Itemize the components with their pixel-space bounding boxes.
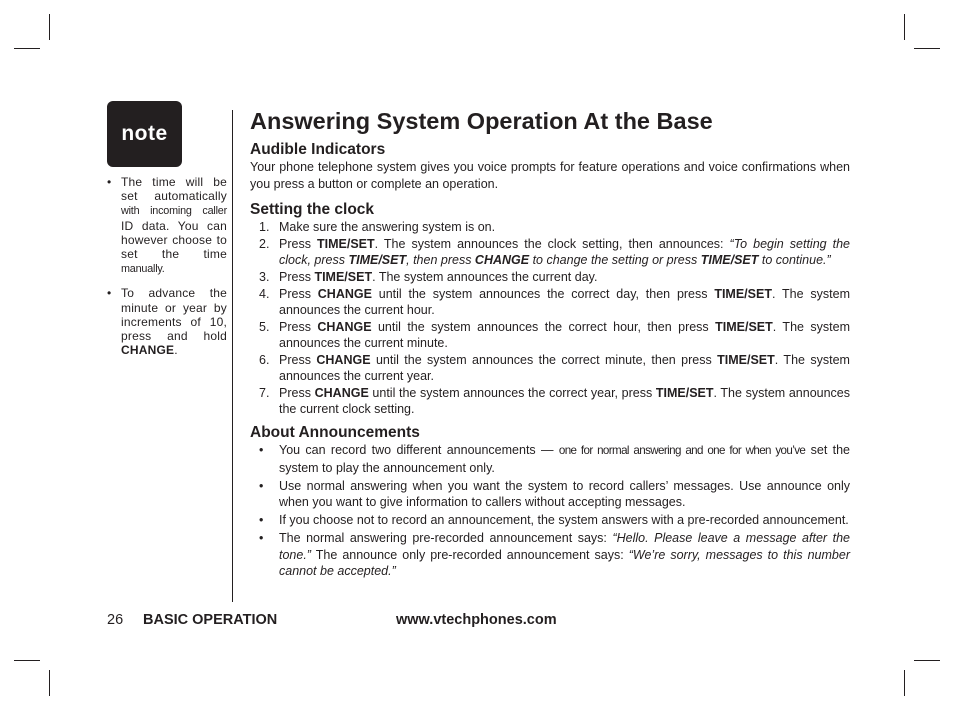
- crop-mark: [914, 660, 940, 661]
- text-run: until the system announces the correct minute, then press: [370, 353, 718, 367]
- text-run: TIME/SET: [655, 386, 714, 400]
- text-run: , then press: [406, 253, 475, 267]
- bullet-icon: •: [259, 513, 264, 527]
- text-run: The normal answering pre-recorded announcement says:: [279, 531, 613, 545]
- text-run: “Hello. Please leave a message after the tone.”: [279, 531, 850, 562]
- text-run: The announce only pre-recorded announcement says:: [310, 547, 629, 562]
- text-run: . The system announces the current clock setting.: [279, 386, 850, 416]
- text-run: until the system announces the correct year, press: [368, 386, 656, 400]
- page-number: 26: [107, 612, 124, 628]
- crop-mark: [14, 48, 40, 49]
- clock-step: [250, 236, 850, 268]
- step-number: 5.: [259, 320, 270, 334]
- text-run: If you choose not to record an announcement, the system answers with a pre-recorded announcement.: [279, 513, 849, 527]
- text-run: Press: [279, 270, 315, 284]
- step-number: 2.: [259, 237, 270, 251]
- text-run: CHANGE: [314, 386, 369, 400]
- text-run: CHANGE: [474, 253, 530, 267]
- bullet-icon: •: [107, 175, 112, 189]
- text-run: To advance the minute or year by increments of 10, press and hold: [121, 286, 227, 344]
- text-run: TIME/SET: [316, 237, 375, 251]
- text-run: CHANGE: [317, 287, 372, 301]
- clock-step: [250, 286, 850, 318]
- text-run: . The system announces the current hour.: [279, 287, 850, 317]
- text-run: to continue.”: [758, 253, 831, 267]
- text-run: “We’re sorry, messages to this number cannot be accepted.”: [279, 547, 850, 578]
- text-run: TIME/SET: [717, 353, 775, 367]
- clock-step: [250, 352, 850, 384]
- section-heading-clock: Setting the clock: [250, 201, 375, 218]
- clock-step: [250, 219, 850, 235]
- sidebar-notes: [107, 175, 227, 367]
- text-run: TIME/SET: [700, 253, 759, 267]
- text-run: Use normal answering when you want the system to record callers’ messages. Use announce only when you want to give information to callers without accepting messages.: [279, 478, 850, 509]
- announcement-item: [250, 530, 850, 580]
- text-run: Make sure the answering system is on.: [279, 220, 496, 234]
- text-run: . The system announces the current minute.: [279, 320, 850, 350]
- sidebar-note: [107, 286, 227, 357]
- sidebar-note-list: [107, 175, 227, 357]
- text-run: TIME/SET: [348, 253, 407, 267]
- step-number: 7.: [259, 386, 270, 400]
- text-run: ID data. You can however choose to set the time: [121, 218, 227, 262]
- text-run: CHANGE: [121, 343, 175, 358]
- crop-mark: [49, 670, 50, 696]
- page-title: Answering System Operation At the Base: [250, 108, 713, 134]
- text-run: . The system announces the current year.: [279, 353, 850, 383]
- step-number: 4.: [259, 287, 270, 301]
- section-heading-announcements: About Announcements: [250, 424, 420, 441]
- crop-mark: [914, 48, 940, 49]
- text-run: . The system announces the current day.: [372, 270, 598, 284]
- bullet-icon: •: [107, 286, 112, 301]
- column-divider: [232, 110, 233, 602]
- text-run: “To begin setting the clock, press: [279, 237, 850, 267]
- announcement-item: [250, 512, 850, 529]
- clock-step: [250, 385, 850, 417]
- clock-steps: [250, 219, 850, 417]
- text-run: manually.: [121, 263, 165, 276]
- text-run: set the system to play the announcement only.: [279, 443, 850, 475]
- text-run: Press: [279, 386, 315, 400]
- text-run: Press: [279, 353, 317, 367]
- crop-mark: [904, 670, 905, 696]
- step-number: 3.: [259, 270, 270, 284]
- audible-description: Your phone telephone system gives you voice prompts for feature operations and voice confirmations when you press a button or complete an operation.: [250, 160, 850, 191]
- section-name: BASIC OPERATION: [143, 612, 278, 628]
- text-run: Press: [279, 237, 317, 251]
- clock-step: [250, 319, 850, 351]
- text-run: until the system announces the correct day, then press: [371, 287, 715, 301]
- text-run: to change the setting or press: [529, 253, 701, 267]
- text-run: TIME/SET: [714, 287, 772, 301]
- announcement-bullets: [250, 442, 850, 580]
- crop-mark: [904, 14, 905, 40]
- crop-mark: [14, 660, 40, 661]
- section-heading-audible: Audible Indicators: [250, 141, 386, 158]
- text-run: You can record two different announcements —: [279, 443, 559, 457]
- text-run: CHANGE: [316, 353, 371, 367]
- text-run: TIME/SET: [715, 320, 773, 334]
- bullet-icon: •: [259, 443, 264, 457]
- bullet-icon: •: [259, 478, 264, 493]
- crop-mark: [49, 14, 50, 40]
- text-run: one for normal answering and one for when you’ve: [558, 444, 806, 457]
- text-run: with incoming caller: [121, 205, 227, 218]
- step-number: 1.: [259, 220, 270, 234]
- text-run: . The system announces the clock setting, then announces:: [374, 237, 730, 251]
- clock-step: [250, 269, 850, 285]
- text-run: until the system announces the correct hour, then press: [371, 320, 716, 334]
- step-number: 6.: [259, 353, 270, 367]
- announcement-item: [250, 478, 850, 511]
- website-url: www.vtechphones.com: [396, 612, 557, 628]
- sidebar-note: [107, 175, 227, 276]
- text-run: .: [174, 343, 178, 358]
- text-run: Press: [279, 287, 318, 301]
- text-run: Press: [279, 320, 318, 334]
- text-run: TIME/SET: [314, 270, 373, 284]
- announcement-item: [250, 442, 850, 476]
- note-badge: note: [107, 101, 182, 167]
- bullet-icon: •: [259, 531, 264, 545]
- text-run: The time will be set automatically: [121, 175, 227, 204]
- main-content: [250, 106, 850, 581]
- text-run: CHANGE: [317, 320, 372, 334]
